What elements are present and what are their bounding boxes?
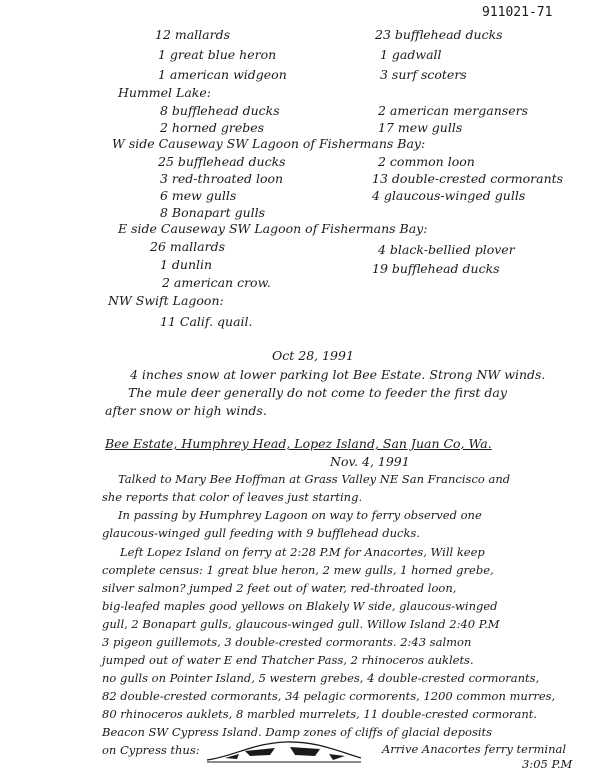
count-line: 13 double-crested cormorants [372,171,564,186]
entry-line: complete census: 1 great blue heron, 2 mew gulls, 1 horned grebe, [102,563,494,577]
entry-time: 3:05 P.M [522,757,573,771]
entry-line: she reports that color of leaves just starting. [102,490,363,504]
entry-line: Left Lopez Island on ferry at 2:28 P.M for Anacortes, Will keep [120,545,485,559]
entry-line: glaucous-winged gull feeding with 9 bufflehead ducks. [102,526,420,540]
count-line: 2 horned grebes [160,120,265,135]
page-id: 911021-71 [482,5,553,20]
entry-date: Oct 28, 1991 [272,348,354,363]
count-line: 3 surf scoters [380,67,467,82]
count-line: 17 mew gulls [378,120,463,135]
entry-line: silver salmon? jumped 2 feet out of water, red-throated loon, [102,581,457,595]
entry-line: 4 inches snow at lower parking lot Bee Estate. Strong NW winds. [130,367,546,382]
entry-line: gull, 2 Bonapart gulls, glaucous-winged gull. Willow Island 2:40 P.M [102,617,500,631]
count-line: 12 mallards [155,27,231,42]
count-line: 2 american crow. [162,275,271,290]
entry-date: Nov. 4, 1991 [330,454,410,469]
count-line: 4 black-bellied plover [378,242,515,257]
entry-line: 3 pigeon guillemots, 3 double-crested cormorants. 2:43 salmon [102,635,472,649]
cliff-sketch [205,736,365,766]
section-heading: E side Causeway SW Lagoon of Fishermans Bay: [118,221,428,236]
entry-line: Talked to Mary Bee Hoffman at Grass Valley NE San Francisco and [118,472,511,486]
count-line: 23 bufflehead ducks [375,27,503,42]
entry-line: The mule deer generally do not come to feeder the first day [128,385,507,400]
count-line: 2 common loon [378,154,475,169]
entry-line: 80 rhinoceros auklets, 8 marbled murrelets, 11 double-crested cormorant. [102,707,538,721]
entry-line: no gulls on Pointer Island, 5 western grebes, 4 double-crested cormorants, [102,671,540,685]
count-line: 8 bufflehead ducks [160,103,280,118]
count-line: 19 bufflehead ducks [372,261,500,276]
count-line: 6 mew gulls [160,188,237,203]
count-line: 8 Bonapart gulls [160,205,266,220]
count-line: 25 bufflehead ducks [158,154,286,169]
count-line: 3 red-throated loon [160,171,284,186]
count-line: 1 gadwall [380,47,442,62]
entry-line: on Cypress thus: [102,743,200,757]
entry-line: big-leafed maples good yellows on Blakely W side, glaucous-winged [102,599,498,613]
entry-line: after snow or high winds. [105,403,267,418]
entry-line: 82 double-crested cormorants, 34 pelagic cormorents, 1200 common murres, [102,689,556,703]
section-heading: NW Swift Lagoon: [108,293,224,308]
entry-place: Bee Estate, Humphrey Head, Lopez Island, San Juan Co, Wa. [105,436,492,451]
entry-line: jumped out of water E end Thatcher Pass, 2 rhinoceros auklets. [102,653,474,667]
count-line: 1 dunlin [160,257,213,272]
count-line: 1 american widgeon [158,67,287,82]
count-line: 2 american mergansers [378,103,529,118]
section-heading: Hummel Lake: [118,85,211,100]
count-line: 11 Calif. quail. [160,314,253,329]
count-line: 1 great blue heron [158,47,277,62]
count-line: 26 mallards [150,239,226,254]
section-heading: W side Causeway SW Lagoon of Fishermans Bay: [112,136,426,151]
count-line: 4 glaucous-winged gulls [372,188,526,203]
entry-line: Beacon SW Cypress Island. Damp zones of cliffs of glacial deposits [102,725,493,739]
entry-line: Arrive Anacortes ferry terminal [382,742,567,756]
entry-line: In passing by Humphrey Lagoon on way to ferry observed one [118,508,482,522]
